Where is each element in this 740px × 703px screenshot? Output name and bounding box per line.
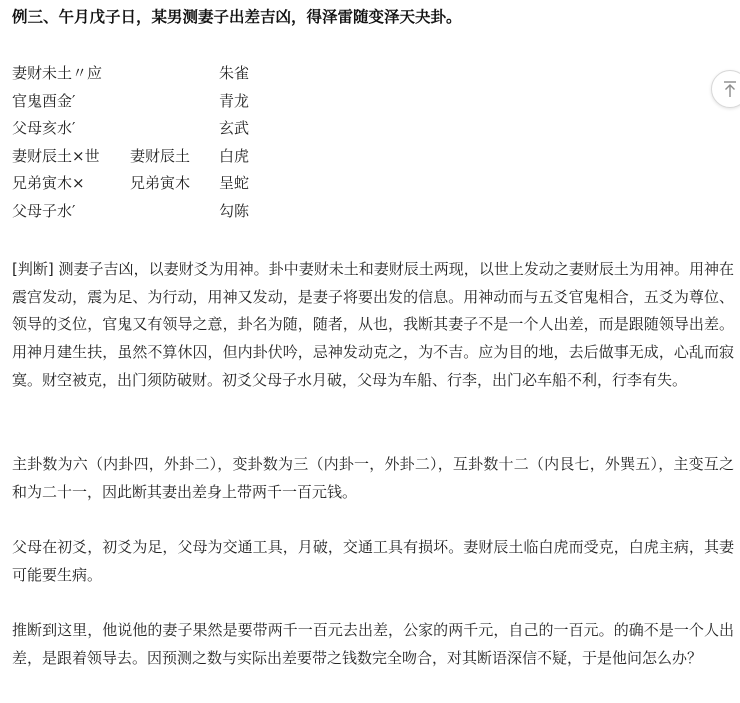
hexagram-line-main: 妻财辰土×世 [12, 146, 100, 165]
hexagram-line-god: 玄武 [219, 119, 250, 138]
parents-paragraph: 父母在初爻，初爻为足，父母为交通工具，月破，交通工具有损坏。妻财辰土临白虎而受克，白虎主病，其妻可能要生病。 [12, 538, 734, 584]
article-title: 例三、午月戊子日，某男测妻子出差吉凶，得泽雷随变泽天夬卦。 [12, 7, 462, 26]
hexagram-line-god: 呈蛇 [219, 174, 250, 193]
hexagram-line-main: 父母亥水′ [12, 119, 76, 138]
hexagram-line [12, 200, 312, 228]
hexagram-line-god: 白虎 [219, 146, 250, 165]
conclusion-paragraph: 推断到这里，他说他的妻子果然是要带两千一百元去出差，公家的两千元，自己的一百元。的确不是一个人出差，是跟着领导去。因预测之数与实际出差要带之钱数完全吻合，对其断语深信不疑，于是他问怎么办？ [12, 621, 734, 667]
hexagram-line-god: 勾陈 [219, 201, 250, 220]
hexagram-line-main: 官鬼酉金′ [12, 91, 76, 110]
hexagram-line [12, 117, 312, 145]
hexagram-line [12, 172, 312, 200]
hexagram-line-main: 兄弟寅木× [12, 174, 85, 193]
hexagram-line-main: 妻财未土〃应 [12, 64, 103, 82]
hexagram-line-main: 父母子水′ [12, 201, 76, 220]
hexagram-line-change: 兄弟寅木 [130, 174, 191, 193]
hexagram-line-change: 妻财辰土 [130, 146, 191, 165]
number-paragraph: 主卦数为六（内卦四，外卦二），变卦数为三（内卦一，外卦二），互卦数十二（内艮七，外巽五），主变互之和为二十一，因此断其妻出差身上带两千一百元钱。 [12, 455, 734, 501]
hexagram-line [12, 62, 312, 90]
hexagram-table [12, 62, 312, 228]
hexagram-line-god: 朱雀 [219, 64, 250, 82]
hexagram-line [12, 90, 312, 118]
judgment-paragraph: [判断] 测妻子吉凶，以妻财爻为用神。卦中妻财未土和妻财辰土两现，以世上发动之妻财辰土为用神。用神在震宫发动，震为足、为行动，用神又发动，是妻子将要出发的信息。用神动而与五爻官鬼相合，五爻为尊位、领导的爻位，官鬼又有领导之意，卦名为随，随者，从也，我断其妻子不是一个人出差，而是跟随领导出差。用神月建生扶，虽然不算休囚，但内卦伏吟，忌神发动克之，为不吉。应为目的地，去后做事无成，心乱而寂寞。财空被克，出门须防破财。初爻父母子水月破，父母为车船、行李，出门必车船不利，行李有失。 [12, 260, 734, 389]
hexagram-line [12, 145, 312, 173]
hexagram-line-god: 青龙 [219, 91, 250, 110]
back-to-top-button[interactable] [711, 70, 740, 108]
